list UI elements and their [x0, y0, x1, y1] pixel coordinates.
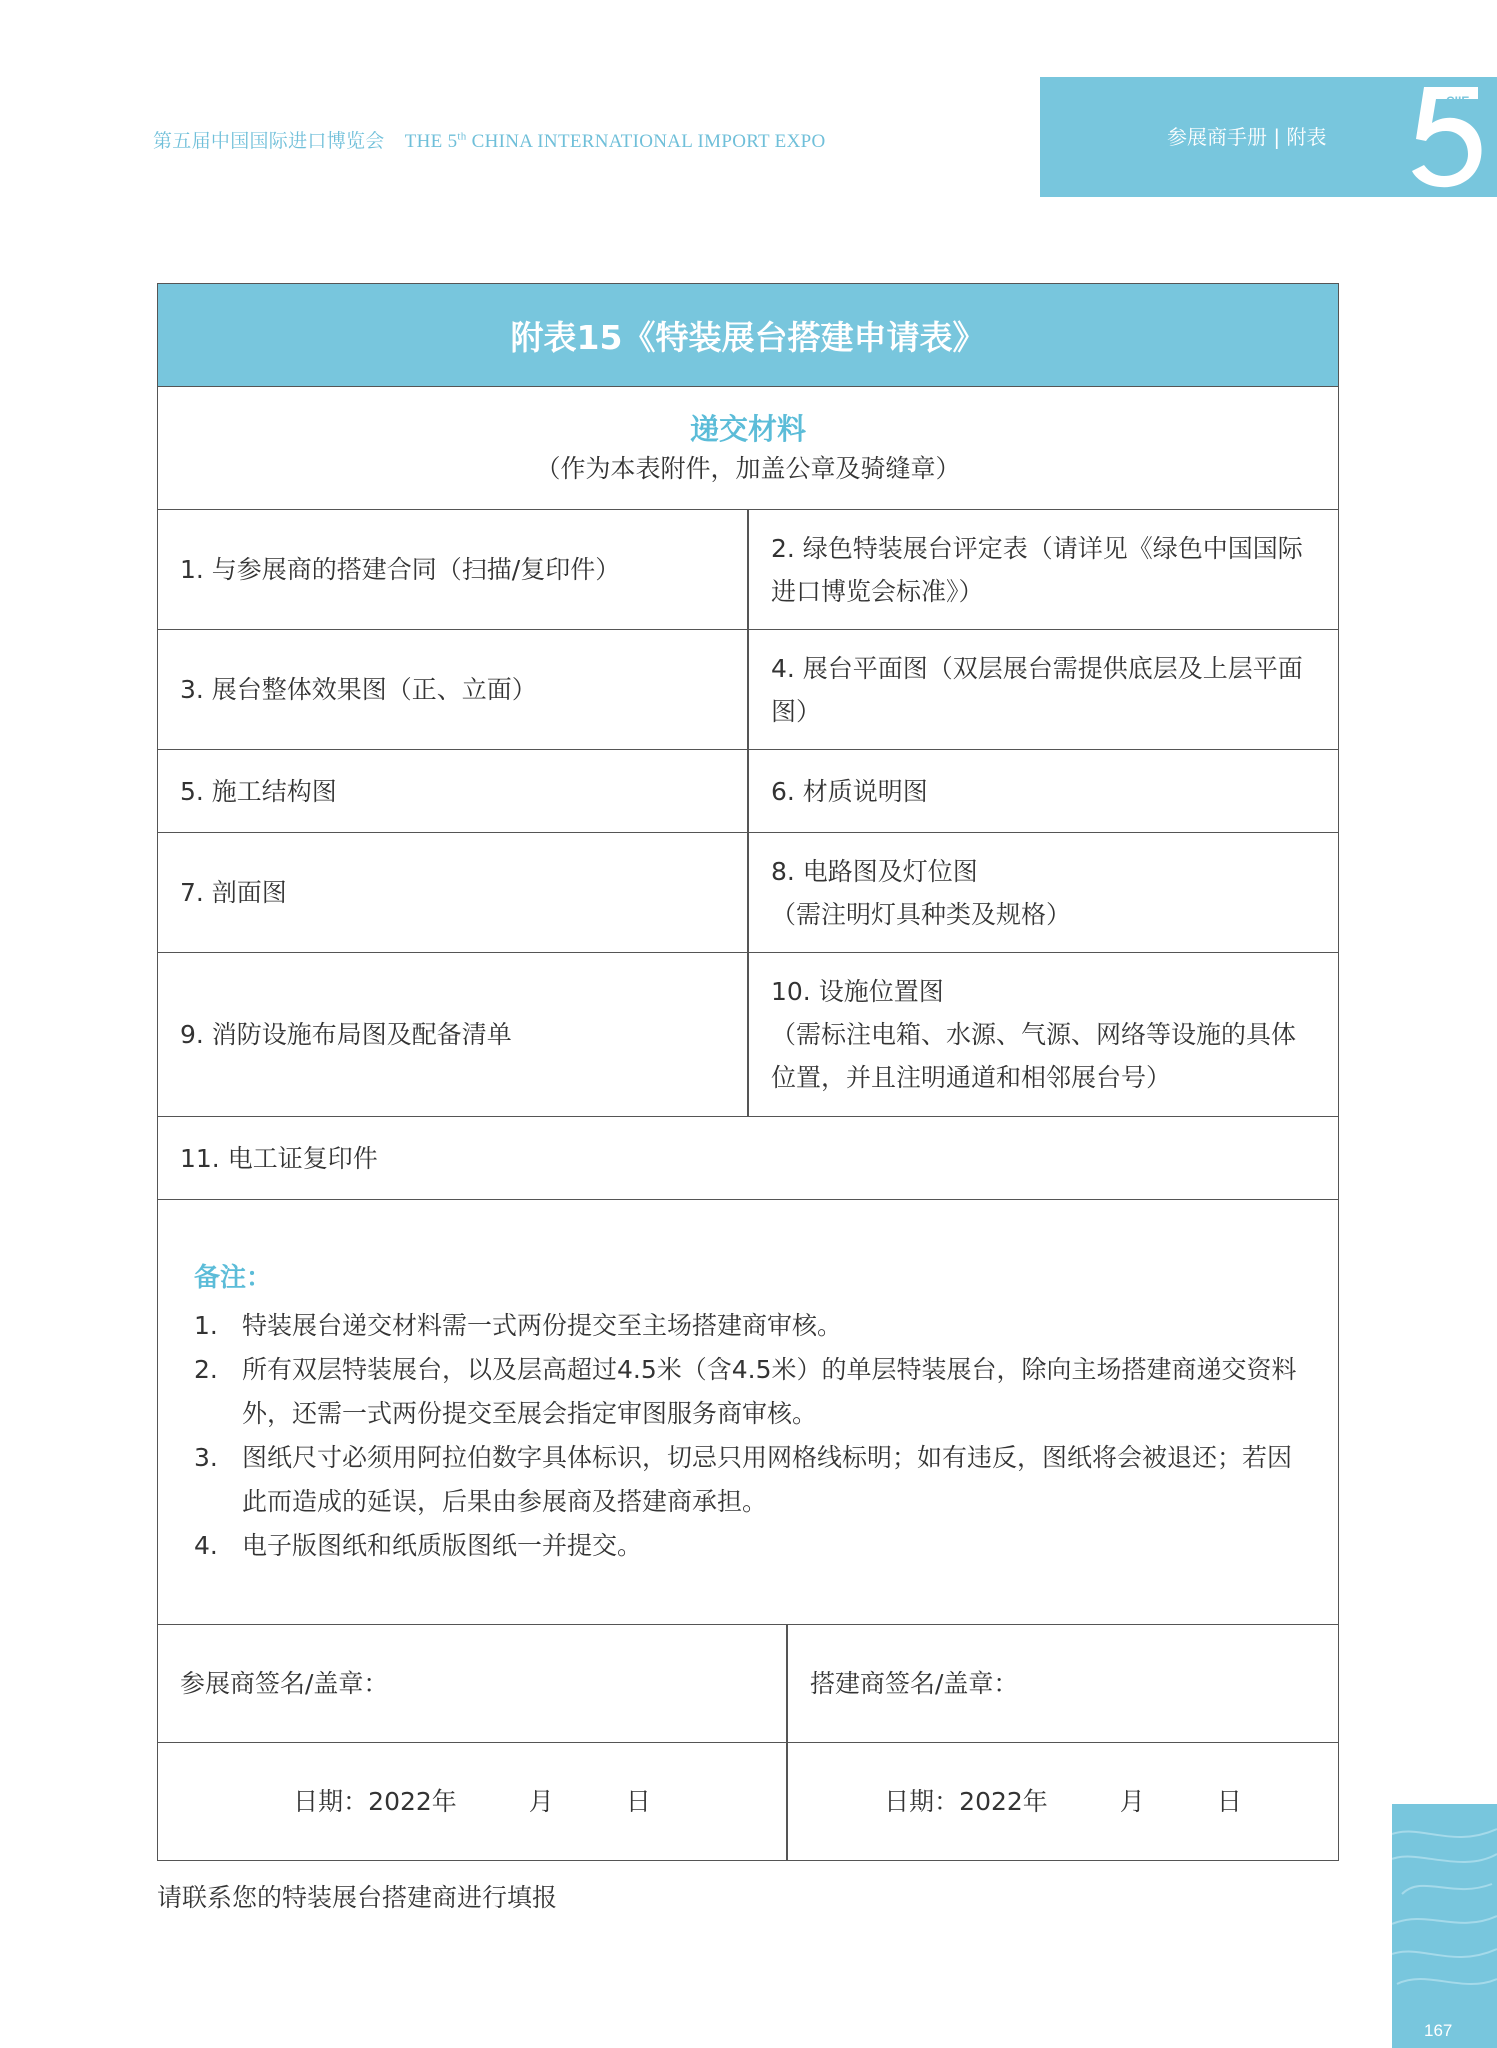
date-row — [158, 1743, 1338, 1860]
note-text: 所有双层特装展台，以及层高超过4.5米（含4.5米）的单层特装展台，除向主场搭建商递交资料外，还需一式两份提交至展会指定审图服务商审核。 — [242, 1355, 1297, 1428]
signature-row — [158, 1625, 1338, 1743]
logo-text: CIIE — [1446, 94, 1470, 108]
header-expo-en-post: CHINA INTERNATIONAL IMPORT EXPO — [466, 131, 826, 152]
note-number: 4. — [194, 1531, 218, 1560]
item-5: 5. 施工结构图 — [158, 750, 749, 832]
note-item — [194, 1436, 1302, 1524]
builder-signature-field[interactable]: 搭建商签名/盖章： — [810, 1669, 1019, 1698]
item-8 — [749, 833, 1338, 952]
table-row — [158, 1117, 1338, 1200]
item-4: 4. 展台平面图（双层展台需提供底层及上层平面图） — [771, 653, 1303, 726]
item-7: 7. 剖面图 — [158, 833, 749, 952]
item-10-label: 10. 设施位置图 — [771, 977, 944, 1006]
item-2: 2. 绿色特装展台评定表（请详见《绿色中国国际进口博览会标准》） — [771, 533, 1303, 606]
note-item — [194, 1524, 1302, 1568]
item-6: 6. 材质说明图 — [771, 776, 928, 806]
corner-decoration — [1392, 1804, 1497, 2048]
item-11: 11. 电工证复印件 — [180, 1143, 378, 1173]
page-number: 167 — [1424, 2021, 1453, 2040]
section-header — [158, 387, 1338, 510]
header-expo-cn: 第五届中国国际进口博览会 — [153, 131, 385, 152]
table-row — [158, 833, 1338, 953]
note-text: 图纸尺寸必须用阿拉伯数字具体标识，切忌只用网格线标明；如有违反，图纸将会被退还；若因此而造成的延误，后果由参展商及搭建商承担。 — [242, 1443, 1293, 1516]
note-number: 1. — [194, 1311, 218, 1340]
form-title: 附表15《特装展台搭建申请表》 — [158, 284, 1338, 387]
date-day: 日 — [1216, 1787, 1242, 1816]
item-8-note: （需注明灯具种类及规格） — [771, 899, 1072, 929]
section-title: 递交材料 — [689, 412, 806, 446]
note-text: 特装展台递交材料需一式两份提交至主场搭建商审核。 — [242, 1311, 843, 1340]
note-number: 2. — [194, 1355, 218, 1384]
note-item — [194, 1304, 1302, 1348]
item-10-note: （需标注电箱、水源、气源、网络等设施的具体位置，并且注明通道和相邻展台号） — [771, 1020, 1297, 1092]
ciie-5-logo-icon — [1380, 77, 1497, 197]
table-row — [158, 630, 1338, 750]
date-day: 日 — [625, 1787, 651, 1816]
item-8-label: 8. 电路图及灯位图 — [771, 856, 978, 886]
notes-section — [158, 1200, 1338, 1625]
header-expo-en-sup: th — [457, 130, 467, 143]
exhibitor-date-field[interactable] — [158, 1743, 788, 1860]
table-row — [158, 750, 1338, 833]
table-row — [158, 510, 1338, 630]
date-prefix: 日期：2022年 — [884, 1787, 1048, 1816]
footer-note: 请联系您的特装展台搭建商进行填报 — [157, 1883, 558, 1912]
header-band — [1040, 77, 1497, 197]
note-item — [194, 1348, 1302, 1436]
date-month: 月 — [528, 1787, 554, 1816]
table-row — [158, 953, 1338, 1117]
item-10 — [749, 953, 1338, 1116]
application-form — [157, 283, 1339, 1861]
date-prefix: 日期：2022年 — [293, 1787, 457, 1816]
note-text: 电子版图纸和纸质版图纸一并提交。 — [242, 1531, 643, 1560]
wave-pattern-icon — [1392, 1804, 1497, 2048]
builder-date-field[interactable] — [788, 1743, 1338, 1860]
date-month: 月 — [1119, 1787, 1145, 1816]
item-9: 9. 消防设施布局图及配备清单 — [158, 953, 749, 1116]
header-expo-en-pre: THE 5 — [404, 131, 458, 152]
section-note: （作为本表附件，加盖公章及骑缝章） — [535, 454, 961, 483]
header-section-label: 参展商手册 | 附表 — [1167, 125, 1327, 149]
notes-title: 备注： — [194, 1263, 273, 1293]
note-number: 3. — [194, 1443, 218, 1472]
header-expo-title — [153, 126, 825, 153]
item-1: 1. 与参展商的搭建合同（扫描/复印件） — [158, 510, 749, 629]
item-3: 3. 展台整体效果图（正、立面） — [158, 630, 749, 749]
exhibitor-signature-field[interactable]: 参展商签名/盖章： — [158, 1625, 788, 1742]
